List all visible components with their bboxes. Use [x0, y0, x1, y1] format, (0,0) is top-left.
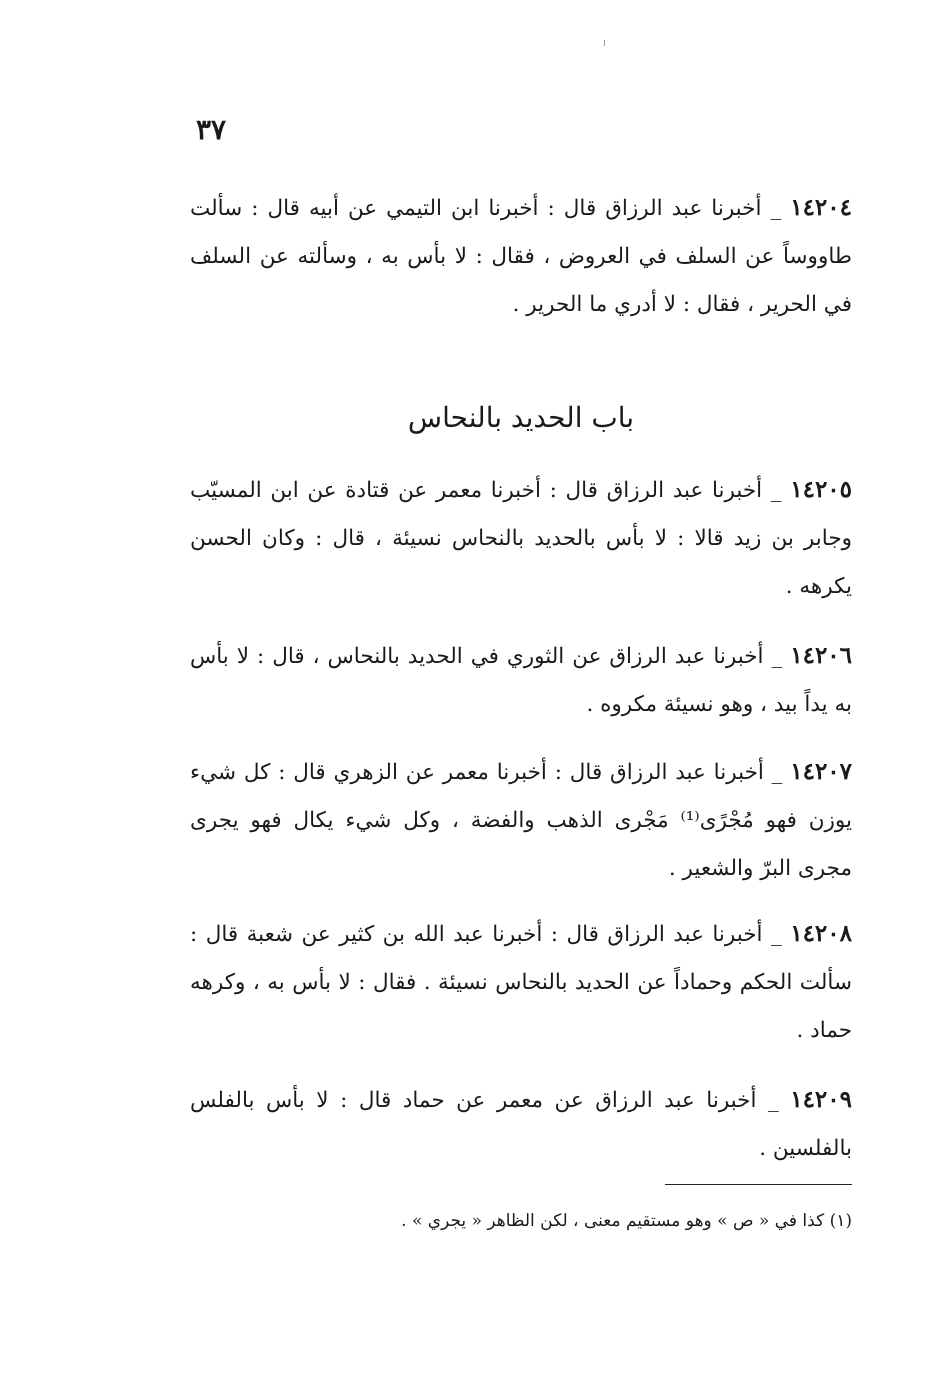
- page-number: ٣٧: [196, 113, 227, 146]
- footnote: (١) كذا في « ص » وهو مستقيم معنى ، لكن الظاهر « يجري » .: [401, 1211, 852, 1231]
- hadith-number: ١٤٢٠٩: [790, 1086, 852, 1113]
- hadith-separator: _: [763, 644, 791, 669]
- scan-mark: [604, 40, 605, 46]
- hadith-text: أخبرنا عبد الرزاق قال : أخبرنا معمر عن قتادة عن ابن المسيّب وجابر بن زيد قالا : لا بأس بالحديد بالنحاس نسيئة ، قال : وكان الحسن يكرهه .: [190, 478, 852, 599]
- hadith-text: أخبرنا عبد الرزاق قال : أخبرنا معمر عن الزهري قال : كل شيء يوزن فهو مُجْرًى⁽¹⁾ مَجْرى الذهب والفضة ، وكل شيء يكال فهو يجرى مجرى البرّ والشعير .: [190, 760, 852, 881]
- footnote-divider: [665, 1184, 852, 1185]
- hadith-number: ١٤٢٠٨: [790, 920, 852, 947]
- hadith-separator: _: [762, 478, 791, 503]
- hadith-text: أخبرنا عبد الرزاق قال : أخبرنا ابن التيمي عن أبيه قال : سألت طاووساً عن السلف في العروض ، فقال : لا بأس به ، وسألته عن السلف في الحرير ، فقال : لا أدري ما الحرير .: [190, 196, 852, 317]
- hadith-text: أخبرنا عبد الرزاق عن معمر عن حماد قال : لا بأس بالفلس بالفلسين .: [190, 1088, 852, 1161]
- hadith-14204: [190, 184, 852, 329]
- hadith-14208: [190, 910, 852, 1055]
- hadith-separator: _: [763, 760, 791, 785]
- hadith-14206: [190, 632, 852, 729]
- hadith-number: ١٤٢٠٥: [790, 476, 853, 503]
- hadith-14209: [190, 1076, 852, 1173]
- hadith-separator: _: [761, 196, 791, 221]
- hadith-number: ١٤٢٠٦: [790, 642, 853, 669]
- hadith-number: ١٤٢٠٧: [790, 758, 853, 785]
- hadith-separator: _: [756, 1088, 791, 1113]
- hadith-14205: [190, 466, 852, 611]
- section-title: باب الحديد بالنحاس: [407, 401, 635, 434]
- hadith-14207: [190, 748, 852, 893]
- hadith-separator: _: [762, 922, 791, 947]
- hadith-number: ١٤٢٠٤: [790, 194, 852, 221]
- hadith-text: أخبرنا عبد الرزاق عن الثوري في الحديد بالنحاس ، قال : لا بأس به يداً بيد ، وهو نسيئة مكروه .: [190, 644, 852, 717]
- hadith-text: أخبرنا عبد الرزاق قال : أخبرنا عبد الله بن كثير عن شعبة قال : سألت الحكم وحماداً عن الحديد بالنحاس نسيئة . فقال : لا بأس به ، وكرهه حماد .: [190, 922, 852, 1043]
